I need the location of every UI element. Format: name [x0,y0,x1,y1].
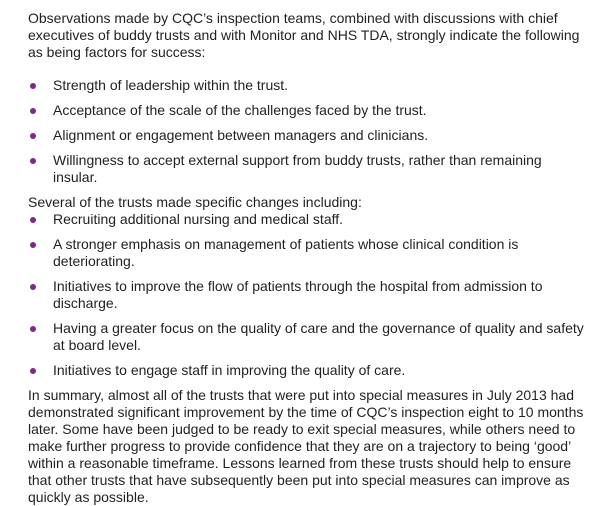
list-item [28,152,586,186]
list-item-text: Alignment or engagement between managers and clinicians. [53,127,429,143]
intro-paragraph: Observations made by CQC’s inspection teams, combined with discussions with chief executives of buddy trusts and with Monitor and NHS TDA, strongly indicate the following as being factors for success: [28,10,580,60]
bullet-icon [30,108,36,114]
list-item-text: Recruiting additional nursing and medical staff. [53,211,344,227]
success-factors-list [28,77,586,186]
bullet-icon [30,217,36,223]
list-item [28,77,586,94]
list-item-text: Initiatives to improve the flow of patients through the hospital from admission to discharge. [53,278,543,311]
bullet-icon [30,158,36,164]
bullet-icon [30,368,36,374]
list-item-text: Initiatives to engage staff in improving the quality of care. [53,362,406,378]
bullet-icon [30,242,36,248]
list-item [28,102,586,119]
list-item-text: A stronger emphasis on management of patients whose clinical condition is deteriorating. [53,236,519,269]
list-item-text: Having a greater focus on the quality of care and the governance of quality and safety at board level. [53,320,584,353]
list-item [28,236,586,270]
specific-changes-list [28,211,586,379]
list-item [28,362,586,379]
list-item-text: Acceptance of the scale of the challenges faced by the trust. [53,102,427,118]
bullet-icon [30,83,36,89]
bullet-icon [30,284,36,290]
list-item [28,278,586,312]
bullet-icon [30,133,36,139]
list-item-text: Strength of leadership within the trust. [53,77,289,93]
list-item-text: Willingness to accept external support from buddy trusts, rather than remaining insular. [53,152,542,185]
changes-intro-paragraph: Several of the trusts made specific changes including: [28,194,362,210]
list-item [28,127,586,144]
bullet-icon [30,326,36,332]
list-item [28,211,586,228]
list-item [28,320,586,354]
summary-paragraph: In summary, almost all of the trusts that were put into special measures in July 2013 had demonstrated significant improvement by the time of CQC’s inspection eight to 10 months later. Some have been judged to be ready to exit special measures, while others need to make further progress to provide confidence that they are on a trajectory to being ‘good’ within a reasonable timeframe. Lessons learned from these trusts should help to ensure that other trusts that have subsequently been put into special measures can improve as quickly as possible. [28,387,584,505]
